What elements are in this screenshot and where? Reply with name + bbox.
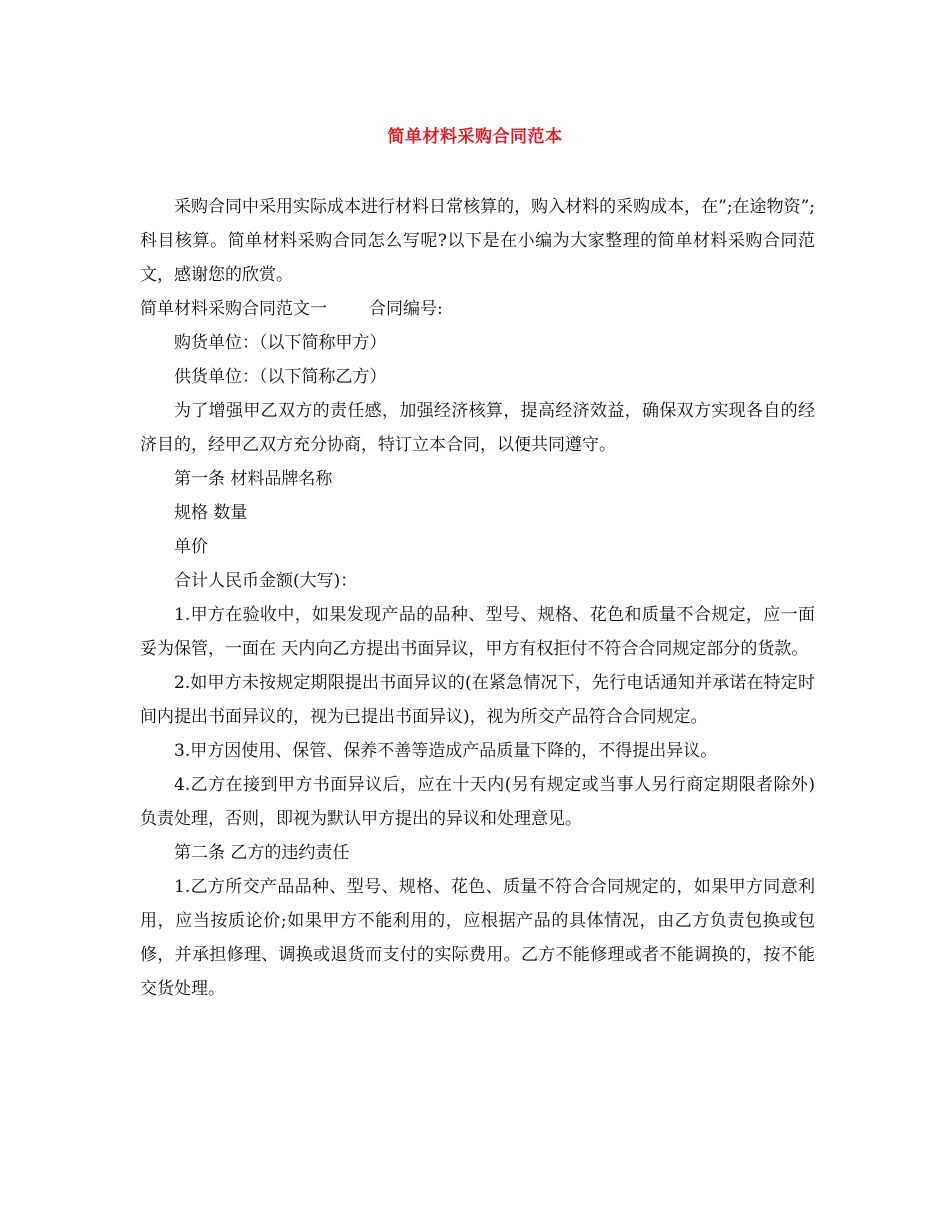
document-body (140, 190, 815, 1006)
document-title: 简单材料采购合同范本 (387, 127, 563, 147)
sample-heading-line (140, 292, 815, 326)
supplier-line: 供货单位：（以下简称乙方） (174, 367, 387, 387)
clause-1-2: 2.如甲方未按规定期限提出书面异议的(在紧急情况下，先行电话通知并承诺在特定时间内提出书面异议的，视为已提出书面异议)，视为所交产品符合合同规定。 (140, 673, 815, 727)
clause-1-4: 4.乙方在接到甲方书面异议后，应在十天内(另有规定或当事人另行商定期限者除外)负责处理，否则，即视为默认甲方提出的异议和处理意见。 (140, 775, 815, 829)
buyer-line: 购货单位：（以下简称甲方） (174, 333, 387, 353)
article-2-title: 第二条 乙方的违约责任 (174, 843, 350, 863)
article-1-title: 第一条 材料品牌名称 (174, 469, 333, 489)
clause-2-1: 1.乙方所交产品品种、型号、规格、花色、质量不符合合同规定的，如果甲方同意利用，应当按质论价;如果甲方不能利用的，应根据产品的具体情况，由乙方负责包换或包修，并承担修理、调换或退货而支付的实际费用。乙方不能修理或者不能调换的，按不能交货处理。 (140, 877, 815, 999)
clause-1-1: 1.甲方在验收中，如果发现产品的品种、型号、规格、花色和质量不合规定，应一面妥为保管，一面在 天内向乙方提出书面异议，甲方有权拒付不符合合同规定部分的货款。 (140, 605, 815, 659)
total-amount-line: 合计人民币金额(大写)： (174, 571, 358, 591)
sample-heading: 简单材料采购合同范文一 (140, 299, 327, 319)
spec-quantity-line: 规格 数量 (174, 503, 248, 523)
contract-number-label: 合同编号: (369, 299, 443, 319)
purpose-paragraph: 为了增强甲乙双方的责任感，加强经济核算，提高经济效益，确保双方实现各自的经济目的，经甲乙双方充分协商，特订立本合同，以便共同遵守。 (140, 401, 815, 455)
unit-price-line: 单价 (174, 537, 208, 557)
clause-1-3: 3.甲方因使用、保管、保养不善等造成产品质量下降的，不得提出异议。 (174, 741, 718, 761)
intro-paragraph: 采购合同中采用实际成本进行材料日常核算的，购入材料的采购成本，在”;在途物资”;科目核算。简单材料采购合同怎么写呢?以下是在小编为大家整理的简单材料采购合同范文，感谢您的欣赏。 (140, 197, 815, 285)
